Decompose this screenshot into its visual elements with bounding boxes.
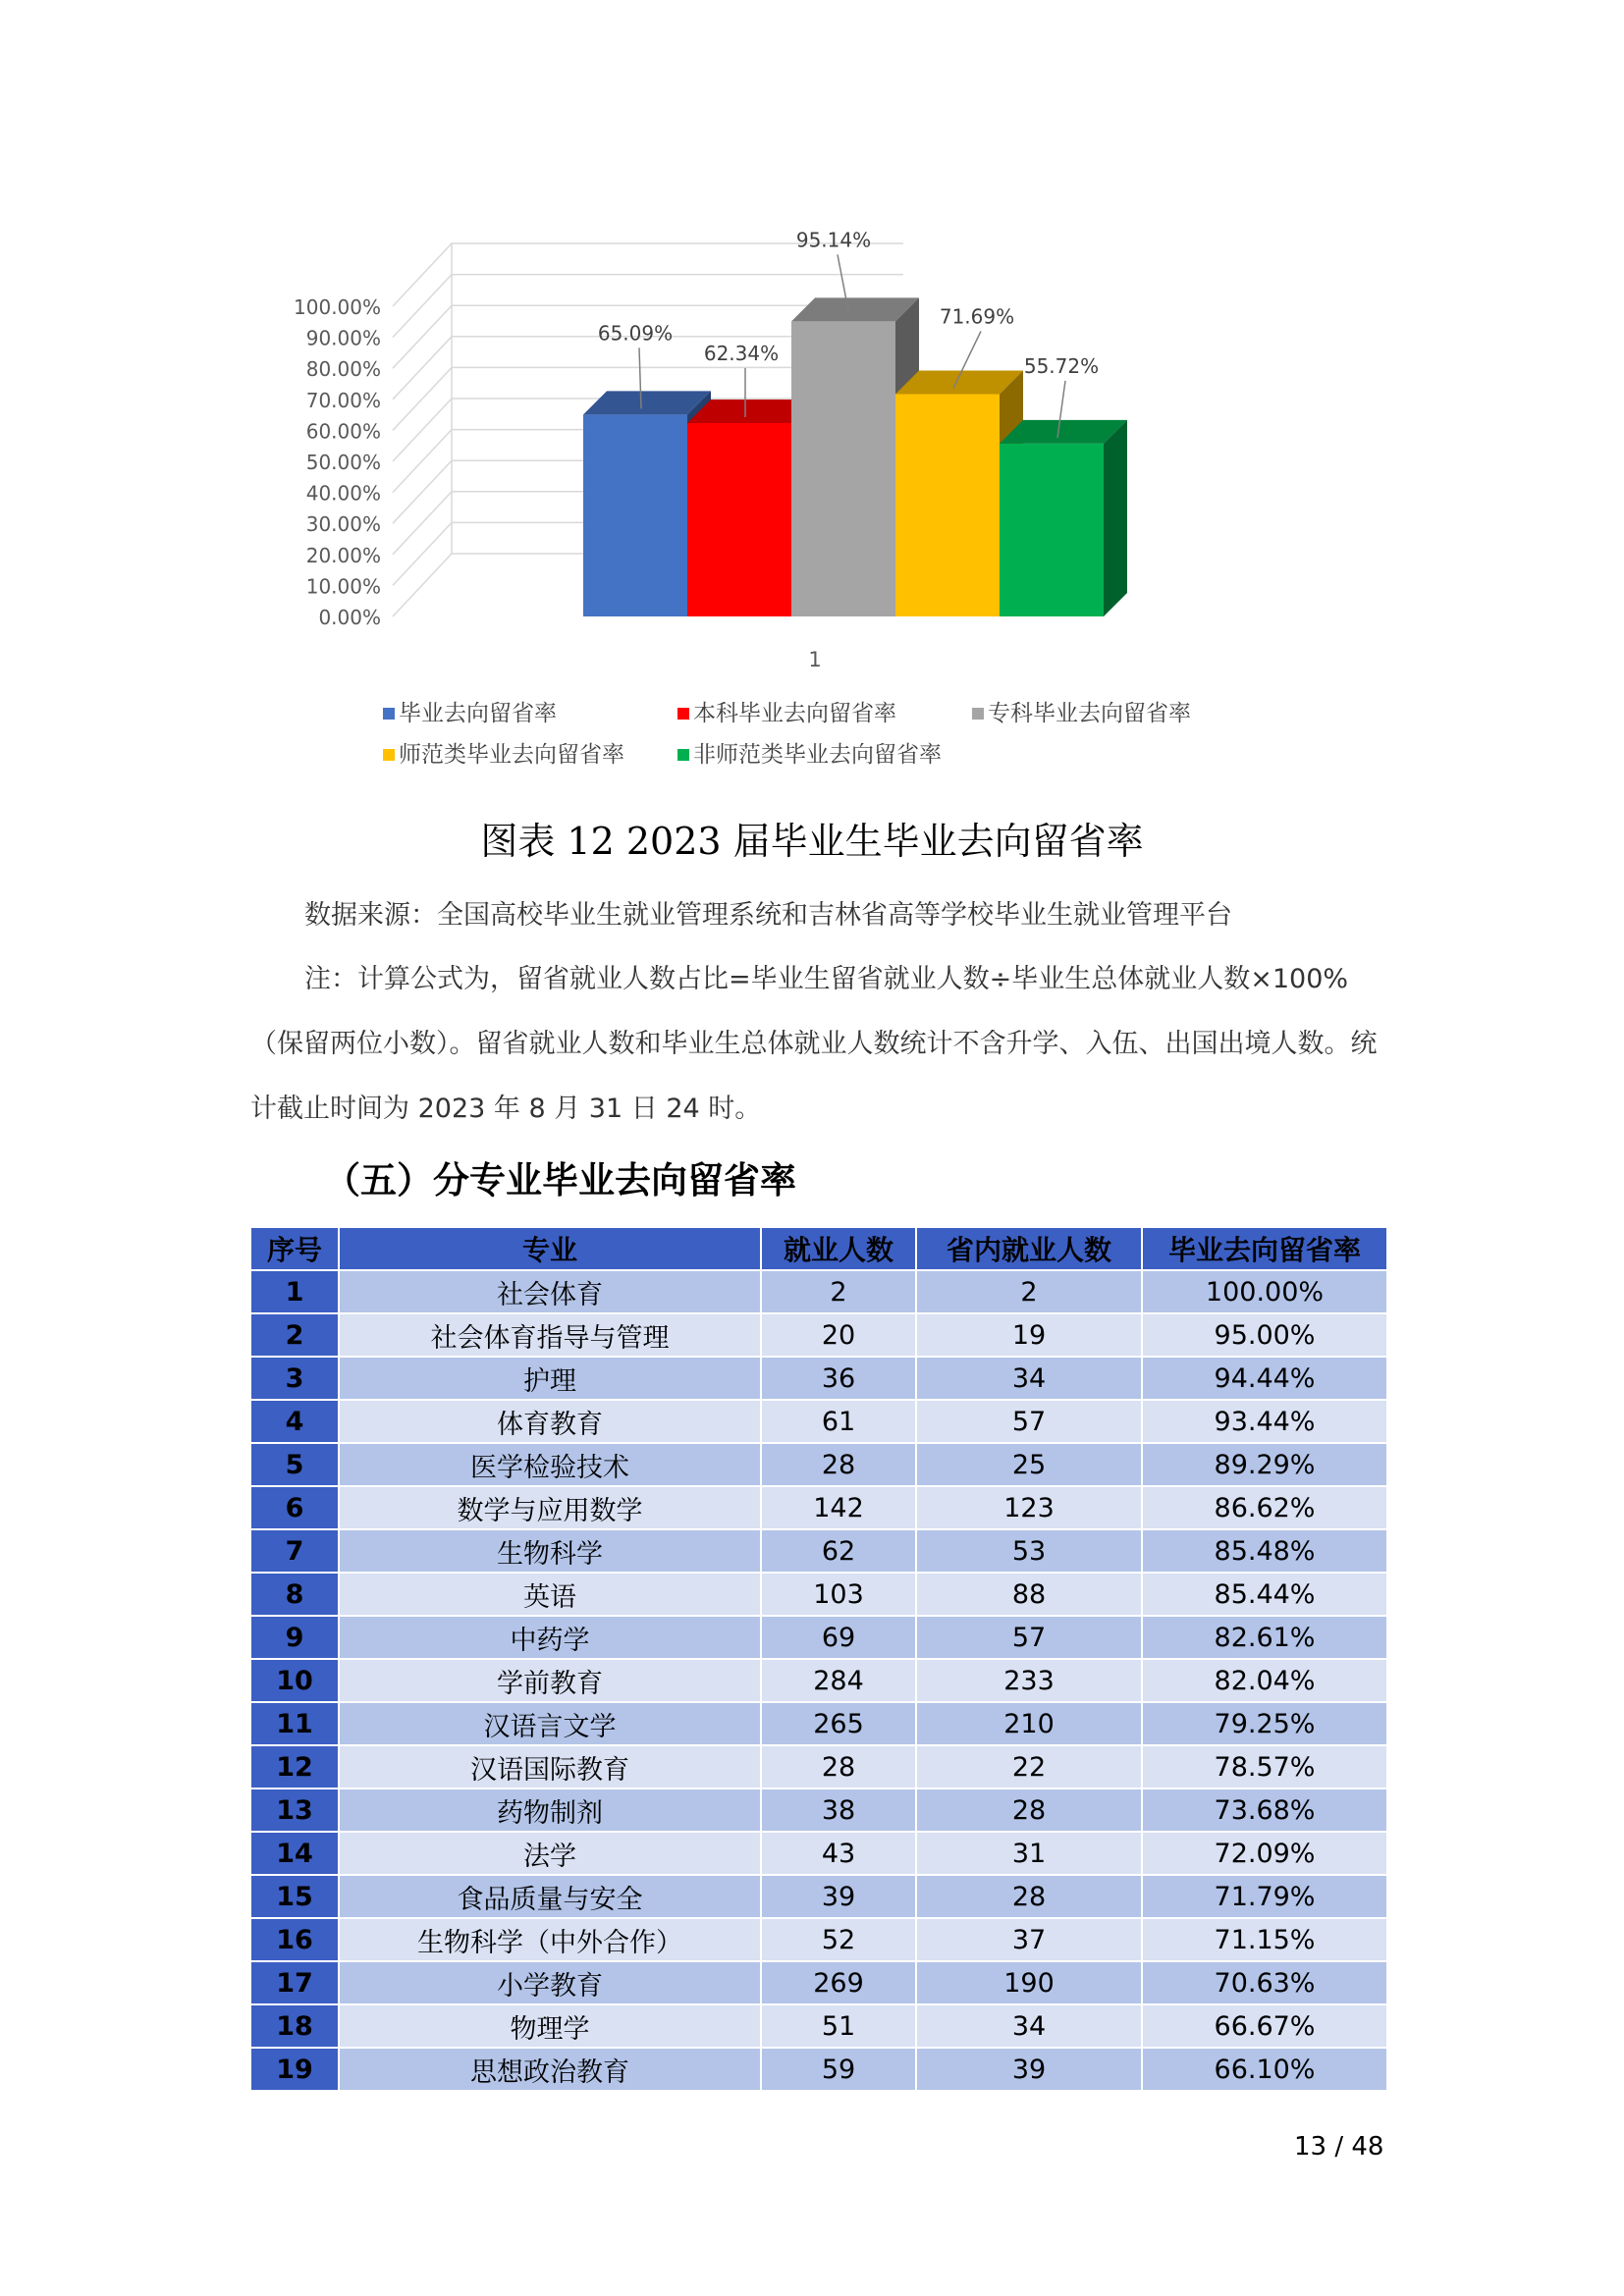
row-employed: 28 xyxy=(761,1443,916,1486)
row-major: 汉语言文学 xyxy=(339,1702,761,1745)
table-row xyxy=(250,1832,1387,1875)
row-major: 英语 xyxy=(339,1573,761,1616)
row-in-province: 88 xyxy=(916,1573,1142,1616)
row-in-province: 210 xyxy=(916,1702,1142,1745)
row-retention-rate: 82.61% xyxy=(1142,1616,1387,1659)
row-major: 食品质量与安全 xyxy=(339,1875,761,1918)
row-in-province: 233 xyxy=(916,1659,1142,1702)
legend-label: 毕业去向留省率 xyxy=(399,701,557,726)
row-major: 思想政治教育 xyxy=(339,2048,761,2091)
bar xyxy=(791,321,895,616)
row-employed: 59 xyxy=(761,2048,916,2091)
row-index: 4 xyxy=(250,1400,339,1443)
table-row xyxy=(250,1443,1387,1486)
major-retention-table xyxy=(249,1226,1388,2092)
table-row xyxy=(250,1529,1387,1573)
row-employed: 38 xyxy=(761,1789,916,1832)
row-employed: 62 xyxy=(761,1529,916,1573)
row-in-province: 37 xyxy=(916,1918,1142,1961)
row-index: 13 xyxy=(250,1789,339,1832)
row-retention-rate: 66.10% xyxy=(1142,2048,1387,2091)
row-retention-rate: 86.62% xyxy=(1142,1486,1387,1529)
row-employed: 28 xyxy=(761,1745,916,1789)
y-tick-label: 80.00% xyxy=(305,357,381,382)
row-employed: 284 xyxy=(761,1659,916,1702)
table-row xyxy=(250,2048,1387,2091)
row-major: 物理学 xyxy=(339,2004,761,2048)
row-index: 2 xyxy=(250,1313,339,1357)
y-tick-label: 70.00% xyxy=(305,388,381,412)
row-employed: 61 xyxy=(761,1400,916,1443)
row-in-province: 34 xyxy=(916,1357,1142,1400)
row-major: 生物科学（中外合作） xyxy=(339,1918,761,1961)
row-index: 1 xyxy=(250,1270,339,1313)
row-retention-rate: 100.00% xyxy=(1142,1270,1387,1313)
row-major: 中药学 xyxy=(339,1616,761,1659)
y-tick-label: 100.00% xyxy=(294,295,381,319)
row-in-province: 2 xyxy=(916,1270,1142,1313)
header-major: 专业 xyxy=(339,1227,761,1270)
row-major: 数学与应用数学 xyxy=(339,1486,761,1529)
data-label: 95.14% xyxy=(795,228,872,252)
row-employed: 142 xyxy=(761,1486,916,1529)
row-major: 生物科学 xyxy=(339,1529,761,1573)
data-label: 65.09% xyxy=(597,321,674,346)
row-major: 汉语国际教育 xyxy=(339,1745,761,1789)
y-tick-label: 40.00% xyxy=(305,481,381,506)
legend-swatch xyxy=(972,708,984,720)
row-major: 医学检验技术 xyxy=(339,1443,761,1486)
row-index: 3 xyxy=(250,1357,339,1400)
data-label: 62.34% xyxy=(703,342,780,366)
row-employed: 103 xyxy=(761,1573,916,1616)
table-row xyxy=(250,1918,1387,1961)
row-employed: 69 xyxy=(761,1616,916,1659)
row-major: 法学 xyxy=(339,1832,761,1875)
row-index: 8 xyxy=(250,1573,339,1616)
table-row xyxy=(250,1961,1387,2004)
x-category-label: 1 xyxy=(808,648,822,671)
bar xyxy=(583,414,687,616)
row-major: 体育教育 xyxy=(339,1400,761,1443)
row-in-province: 123 xyxy=(916,1486,1142,1529)
row-major: 护理 xyxy=(339,1357,761,1400)
y-tick-label: 90.00% xyxy=(305,326,381,350)
table-row xyxy=(250,1400,1387,1443)
row-employed: 52 xyxy=(761,1918,916,1961)
legend-swatch xyxy=(677,708,689,720)
page-number: 13 / 48 xyxy=(1294,2132,1384,2162)
table-row xyxy=(250,1789,1387,1832)
legend-label: 师范类毕业去向留省率 xyxy=(399,742,624,768)
row-retention-rate: 66.67% xyxy=(1142,2004,1387,2048)
row-retention-rate: 73.68% xyxy=(1142,1789,1387,1832)
row-retention-rate: 82.04% xyxy=(1142,1659,1387,1702)
table-row xyxy=(250,2004,1387,2048)
row-retention-rate: 71.15% xyxy=(1142,1918,1387,1961)
row-employed: 20 xyxy=(761,1313,916,1357)
row-in-province: 28 xyxy=(916,1789,1142,1832)
row-major: 社会体育指导与管理 xyxy=(339,1313,761,1357)
chart-svg xyxy=(294,221,1267,790)
data-label: 55.72% xyxy=(1023,353,1100,378)
table-row xyxy=(250,1616,1387,1659)
table-row xyxy=(250,1270,1387,1313)
legend-swatch xyxy=(383,708,395,720)
legend-swatch xyxy=(383,749,395,761)
row-in-province: 53 xyxy=(916,1529,1142,1573)
row-in-province: 34 xyxy=(916,2004,1142,2048)
row-retention-rate: 78.57% xyxy=(1142,1745,1387,1789)
figure-caption: 图表 12 2023 届毕业生毕业去向留省率 xyxy=(480,820,1144,863)
row-retention-rate: 71.79% xyxy=(1142,1875,1387,1918)
y-tick-label: 0.00% xyxy=(318,606,381,629)
legend-label: 非师范类毕业去向留省率 xyxy=(693,742,942,768)
row-major: 药物制剂 xyxy=(339,1789,761,1832)
row-retention-rate: 95.00% xyxy=(1142,1313,1387,1357)
section-title: （五）分专业毕业去向留省率 xyxy=(324,1159,796,1201)
row-major: 学前教育 xyxy=(339,1659,761,1702)
table-row xyxy=(250,1486,1387,1529)
row-index: 11 xyxy=(250,1702,339,1745)
table-header-row xyxy=(250,1227,1387,1270)
row-in-province: 39 xyxy=(916,2048,1142,2091)
table-row xyxy=(250,1573,1387,1616)
row-in-province: 57 xyxy=(916,1616,1142,1659)
y-tick-label: 20.00% xyxy=(305,543,381,567)
row-index: 16 xyxy=(250,1918,339,1961)
row-index: 12 xyxy=(250,1745,339,1789)
row-employed: 269 xyxy=(761,1961,916,2004)
data-label: 71.69% xyxy=(939,304,1015,329)
row-index: 15 xyxy=(250,1875,339,1918)
legend-swatch xyxy=(677,749,689,761)
bar-chart xyxy=(294,221,1267,790)
header-employed: 就业人数 xyxy=(761,1227,916,1270)
row-index: 10 xyxy=(250,1659,339,1702)
row-employed: 43 xyxy=(761,1832,916,1875)
row-employed: 39 xyxy=(761,1875,916,1918)
row-employed: 265 xyxy=(761,1702,916,1745)
row-index: 5 xyxy=(250,1443,339,1486)
header-index: 序号 xyxy=(250,1227,339,1270)
bar xyxy=(687,423,791,616)
row-employed: 51 xyxy=(761,2004,916,2048)
bar xyxy=(895,394,1000,616)
row-retention-rate: 79.25% xyxy=(1142,1702,1387,1745)
bar xyxy=(1000,444,1104,616)
row-index: 14 xyxy=(250,1832,339,1875)
row-index: 18 xyxy=(250,2004,339,2048)
row-retention-rate: 94.44% xyxy=(1142,1357,1387,1400)
table-row xyxy=(250,1745,1387,1789)
table-row xyxy=(250,1357,1387,1400)
data-source-text: 数据来源：全国高校毕业生就业管理系统和吉林省高等学校毕业生就业管理平台 xyxy=(304,900,1232,931)
row-in-province: 22 xyxy=(916,1745,1142,1789)
note-text: 注：计算公式为，留省就业人数占比=毕业生留省就业人数÷毕业生总体就业人数×100%（保留两位小数）。留省就业人数和毕业生总体就业人数统计不含升学、入伍、出国出境人数。统计截止时间为 2023 年 8 月 31 日 24 时。 xyxy=(250,964,1378,1124)
row-in-province: 25 xyxy=(916,1443,1142,1486)
row-index: 17 xyxy=(250,1961,339,2004)
row-major: 社会体育 xyxy=(339,1270,761,1313)
table-row xyxy=(250,1659,1387,1702)
row-retention-rate: 70.63% xyxy=(1142,1961,1387,2004)
row-in-province: 28 xyxy=(916,1875,1142,1918)
legend-label: 专科毕业去向留省率 xyxy=(988,701,1191,726)
y-tick-label: 50.00% xyxy=(305,451,381,474)
row-retention-rate: 85.44% xyxy=(1142,1573,1387,1616)
row-retention-rate: 72.09% xyxy=(1142,1832,1387,1875)
row-index: 19 xyxy=(250,2048,339,2091)
row-index: 7 xyxy=(250,1529,339,1573)
row-in-province: 31 xyxy=(916,1832,1142,1875)
legend-label: 本科毕业去向留省率 xyxy=(693,701,896,726)
row-in-province: 57 xyxy=(916,1400,1142,1443)
bar-side xyxy=(1104,420,1127,616)
row-retention-rate: 85.48% xyxy=(1142,1529,1387,1573)
header-retention-rate: 毕业去向留省率 xyxy=(1142,1227,1387,1270)
y-tick-label: 60.00% xyxy=(305,419,381,444)
row-in-province: 190 xyxy=(916,1961,1142,2004)
table-row xyxy=(250,1875,1387,1918)
row-major: 小学教育 xyxy=(339,1961,761,2004)
row-index: 9 xyxy=(250,1616,339,1659)
row-index: 6 xyxy=(250,1486,339,1529)
row-retention-rate: 89.29% xyxy=(1142,1443,1387,1486)
row-employed: 2 xyxy=(761,1270,916,1313)
header-in-province: 省内就业人数 xyxy=(916,1227,1142,1270)
y-tick-label: 30.00% xyxy=(305,512,381,537)
table-row xyxy=(250,1313,1387,1357)
row-retention-rate: 93.44% xyxy=(1142,1400,1387,1443)
row-employed: 36 xyxy=(761,1357,916,1400)
y-tick-label: 10.00% xyxy=(305,574,381,599)
table-row xyxy=(250,1702,1387,1745)
row-in-province: 19 xyxy=(916,1313,1142,1357)
